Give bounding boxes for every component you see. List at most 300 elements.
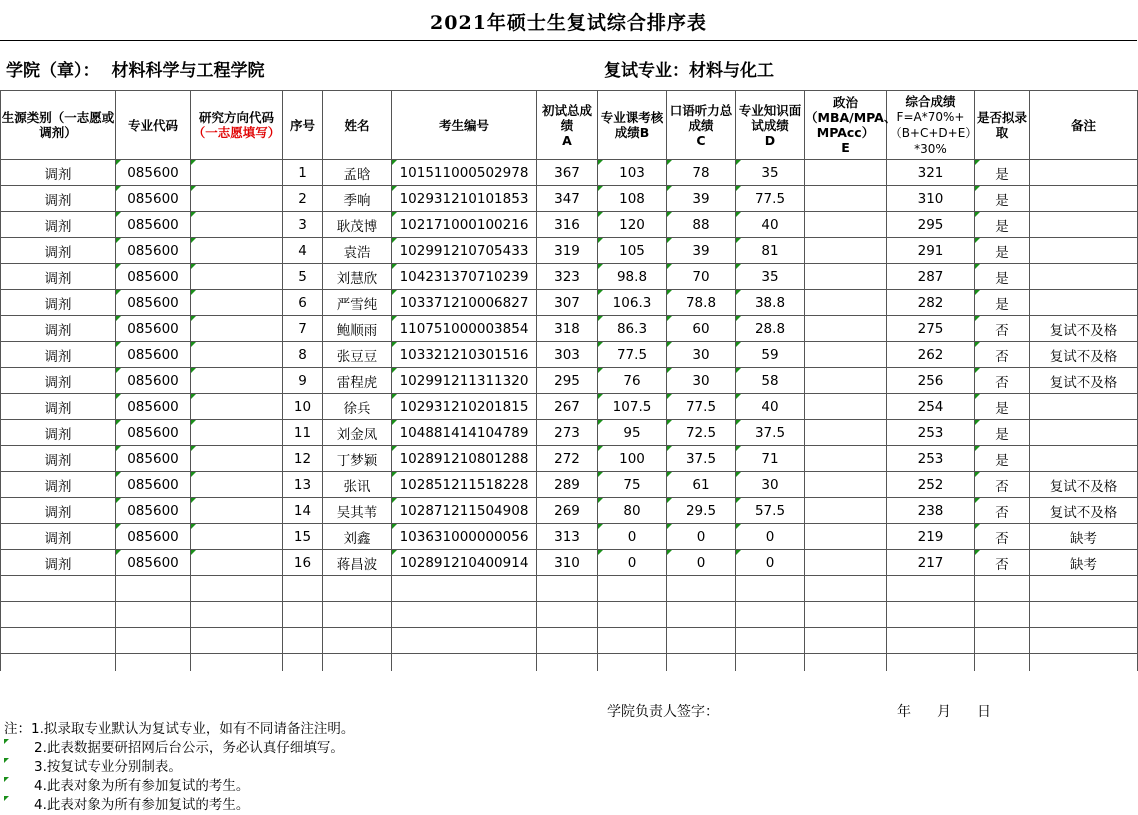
cell-prelim[interactable] [537, 238, 598, 264]
cell-admit[interactable] [975, 238, 1030, 264]
cell-remark[interactable] [1030, 524, 1138, 550]
empty-cell[interactable] [736, 576, 805, 602]
cell-total[interactable] [887, 550, 975, 576]
cell-politics[interactable] [805, 498, 887, 524]
cell-code[interactable] [116, 472, 191, 498]
table-row[interactable] [1, 290, 1138, 316]
empty-row[interactable] [1, 576, 1138, 602]
table-row[interactable] [1, 212, 1138, 238]
empty-cell[interactable] [191, 602, 283, 628]
cell-remark[interactable] [1030, 550, 1138, 576]
cell-total[interactable] [887, 498, 975, 524]
cell-politics[interactable] [805, 290, 887, 316]
empty-cell[interactable] [805, 628, 887, 654]
cell-knowledge[interactable] [736, 186, 805, 212]
cell-total[interactable] [887, 524, 975, 550]
cell-remark[interactable] [1030, 394, 1138, 420]
cell-oral[interactable] [667, 472, 736, 498]
empty-cell[interactable] [667, 602, 736, 628]
cell-politics[interactable] [805, 238, 887, 264]
cell-direction[interactable] [191, 368, 283, 394]
cell-direction[interactable] [191, 394, 283, 420]
empty-cell[interactable] [283, 576, 323, 602]
cell-code[interactable] [116, 316, 191, 342]
empty-cell[interactable] [975, 654, 1030, 672]
cell-remark[interactable] [1030, 160, 1138, 186]
cell-name[interactable] [323, 498, 392, 524]
cell-code[interactable] [116, 550, 191, 576]
cell-direction[interactable] [191, 550, 283, 576]
cell-name[interactable] [323, 238, 392, 264]
cell-admit[interactable] [975, 420, 1030, 446]
empty-cell[interactable] [887, 602, 975, 628]
cell-direction[interactable] [191, 212, 283, 238]
empty-cell[interactable] [392, 576, 537, 602]
empty-cell[interactable] [537, 628, 598, 654]
cell-prelim[interactable] [537, 394, 598, 420]
cell-oral[interactable] [667, 498, 736, 524]
cell-knowledge[interactable] [736, 498, 805, 524]
cell-course[interactable] [598, 290, 667, 316]
cell-seq[interactable] [283, 212, 323, 238]
cell-total[interactable] [887, 420, 975, 446]
cell-prelim[interactable] [537, 264, 598, 290]
cell-knowledge[interactable] [736, 160, 805, 186]
cell-knowledge[interactable] [736, 472, 805, 498]
table-row[interactable] [1, 446, 1138, 472]
cell-exam-no[interactable] [392, 160, 537, 186]
cell-source[interactable] [1, 550, 116, 576]
cell-knowledge[interactable] [736, 524, 805, 550]
cell-remark[interactable] [1030, 186, 1138, 212]
cell-code[interactable] [116, 420, 191, 446]
cell-knowledge[interactable] [736, 290, 805, 316]
cell-code[interactable] [116, 212, 191, 238]
cell-admit[interactable] [975, 394, 1030, 420]
cell-code[interactable] [116, 498, 191, 524]
cell-total[interactable] [887, 394, 975, 420]
cell-name[interactable] [323, 472, 392, 498]
cell-source[interactable] [1, 160, 116, 186]
cell-direction[interactable] [191, 420, 283, 446]
cell-name[interactable] [323, 264, 392, 290]
cell-seq[interactable] [283, 472, 323, 498]
cell-prelim[interactable] [537, 342, 598, 368]
cell-prelim[interactable] [537, 316, 598, 342]
table-row[interactable] [1, 342, 1138, 368]
table-row[interactable] [1, 420, 1138, 446]
cell-direction[interactable] [191, 498, 283, 524]
cell-code[interactable] [116, 368, 191, 394]
cell-admit[interactable] [975, 290, 1030, 316]
cell-remark[interactable] [1030, 290, 1138, 316]
cell-direction[interactable] [191, 472, 283, 498]
empty-cell[interactable] [116, 654, 191, 672]
cell-code[interactable] [116, 524, 191, 550]
cell-source[interactable] [1, 342, 116, 368]
cell-remark[interactable] [1030, 420, 1138, 446]
empty-cell[interactable] [283, 628, 323, 654]
cell-remark[interactable] [1030, 238, 1138, 264]
empty-cell[interactable] [887, 576, 975, 602]
table-row[interactable] [1, 550, 1138, 576]
cell-exam-no[interactable] [392, 550, 537, 576]
empty-cell[interactable] [598, 654, 667, 672]
cell-seq[interactable] [283, 524, 323, 550]
cell-name[interactable] [323, 550, 392, 576]
empty-cell[interactable] [323, 628, 392, 654]
cell-source[interactable] [1, 264, 116, 290]
cell-direction[interactable] [191, 342, 283, 368]
cell-politics[interactable] [805, 420, 887, 446]
cell-exam-no[interactable] [392, 290, 537, 316]
empty-cell[interactable] [1, 628, 116, 654]
empty-cell[interactable] [805, 654, 887, 672]
cell-seq[interactable] [283, 342, 323, 368]
cell-admit[interactable] [975, 446, 1030, 472]
empty-cell[interactable] [537, 602, 598, 628]
cell-knowledge[interactable] [736, 368, 805, 394]
cell-total[interactable] [887, 446, 975, 472]
cell-code[interactable] [116, 394, 191, 420]
empty-row[interactable] [1, 628, 1138, 654]
cell-prelim[interactable] [537, 186, 598, 212]
empty-cell[interactable] [392, 628, 537, 654]
cell-remark[interactable] [1030, 446, 1138, 472]
cell-oral[interactable] [667, 446, 736, 472]
cell-total[interactable] [887, 342, 975, 368]
empty-cell[interactable] [667, 576, 736, 602]
empty-cell[interactable] [887, 654, 975, 672]
cell-remark[interactable] [1030, 342, 1138, 368]
cell-oral[interactable] [667, 238, 736, 264]
empty-cell[interactable] [975, 628, 1030, 654]
table-row[interactable] [1, 498, 1138, 524]
cell-code[interactable] [116, 186, 191, 212]
cell-exam-no[interactable] [392, 368, 537, 394]
cell-name[interactable] [323, 394, 392, 420]
cell-exam-no[interactable] [392, 394, 537, 420]
cell-total[interactable] [887, 290, 975, 316]
cell-course[interactable] [598, 238, 667, 264]
table-row[interactable] [1, 186, 1138, 212]
cell-prelim[interactable] [537, 160, 598, 186]
cell-code[interactable] [116, 160, 191, 186]
empty-cell[interactable] [667, 654, 736, 672]
cell-admit[interactable] [975, 342, 1030, 368]
cell-admit[interactable] [975, 316, 1030, 342]
cell-exam-no[interactable] [392, 316, 537, 342]
cell-course[interactable] [598, 186, 667, 212]
cell-remark[interactable] [1030, 212, 1138, 238]
cell-total[interactable] [887, 316, 975, 342]
cell-course[interactable] [598, 420, 667, 446]
cell-oral[interactable] [667, 160, 736, 186]
cell-source[interactable] [1, 368, 116, 394]
cell-prelim[interactable] [537, 290, 598, 316]
cell-admit[interactable] [975, 212, 1030, 238]
cell-oral[interactable] [667, 524, 736, 550]
empty-cell[interactable] [537, 654, 598, 672]
cell-direction[interactable] [191, 186, 283, 212]
cell-course[interactable] [598, 368, 667, 394]
empty-cell[interactable] [975, 602, 1030, 628]
cell-direction[interactable] [191, 446, 283, 472]
cell-seq[interactable] [283, 368, 323, 394]
empty-cell[interactable] [736, 654, 805, 672]
cell-name[interactable] [323, 316, 392, 342]
cell-exam-no[interactable] [392, 342, 537, 368]
cell-politics[interactable] [805, 316, 887, 342]
cell-politics[interactable] [805, 446, 887, 472]
cell-politics[interactable] [805, 524, 887, 550]
empty-cell[interactable] [116, 576, 191, 602]
empty-cell[interactable] [283, 654, 323, 672]
cell-code[interactable] [116, 238, 191, 264]
cell-seq[interactable] [283, 498, 323, 524]
cell-seq[interactable] [283, 550, 323, 576]
cell-remark[interactable] [1030, 472, 1138, 498]
cell-prelim[interactable] [537, 212, 598, 238]
empty-cell[interactable] [1, 654, 116, 672]
cell-course[interactable] [598, 472, 667, 498]
cell-course[interactable] [598, 446, 667, 472]
cell-politics[interactable] [805, 212, 887, 238]
cell-seq[interactable] [283, 238, 323, 264]
empty-cell[interactable] [323, 602, 392, 628]
cell-oral[interactable] [667, 316, 736, 342]
empty-cell[interactable] [736, 628, 805, 654]
cell-exam-no[interactable] [392, 446, 537, 472]
cell-knowledge[interactable] [736, 342, 805, 368]
cell-direction[interactable] [191, 238, 283, 264]
cell-course[interactable] [598, 394, 667, 420]
cell-direction[interactable] [191, 524, 283, 550]
cell-seq[interactable] [283, 394, 323, 420]
cell-admit[interactable] [975, 524, 1030, 550]
cell-source[interactable] [1, 290, 116, 316]
cell-knowledge[interactable] [736, 212, 805, 238]
cell-name[interactable] [323, 420, 392, 446]
empty-cell[interactable] [1030, 654, 1138, 672]
cell-code[interactable] [116, 446, 191, 472]
cell-name[interactable] [323, 186, 392, 212]
cell-knowledge[interactable] [736, 316, 805, 342]
cell-total[interactable] [887, 160, 975, 186]
cell-prelim[interactable] [537, 420, 598, 446]
empty-cell[interactable] [598, 628, 667, 654]
cell-total[interactable] [887, 368, 975, 394]
cell-oral[interactable] [667, 264, 736, 290]
cell-source[interactable] [1, 238, 116, 264]
cell-seq[interactable] [283, 446, 323, 472]
empty-cell[interactable] [1, 602, 116, 628]
table-row[interactable] [1, 238, 1138, 264]
cell-course[interactable] [598, 550, 667, 576]
cell-direction[interactable] [191, 160, 283, 186]
empty-cell[interactable] [537, 576, 598, 602]
empty-cell[interactable] [598, 602, 667, 628]
cell-politics[interactable] [805, 186, 887, 212]
cell-oral[interactable] [667, 342, 736, 368]
cell-oral[interactable] [667, 368, 736, 394]
table-row[interactable] [1, 316, 1138, 342]
cell-direction[interactable] [191, 264, 283, 290]
cell-total[interactable] [887, 212, 975, 238]
empty-cell[interactable] [1030, 628, 1138, 654]
cell-prelim[interactable] [537, 498, 598, 524]
empty-cell[interactable] [323, 654, 392, 672]
cell-remark[interactable] [1030, 498, 1138, 524]
cell-code[interactable] [116, 264, 191, 290]
cell-oral[interactable] [667, 212, 736, 238]
cell-politics[interactable] [805, 342, 887, 368]
empty-cell[interactable] [667, 628, 736, 654]
empty-cell[interactable] [283, 602, 323, 628]
cell-seq[interactable] [283, 316, 323, 342]
cell-name[interactable] [323, 368, 392, 394]
cell-total[interactable] [887, 238, 975, 264]
cell-course[interactable] [598, 524, 667, 550]
cell-seq[interactable] [283, 160, 323, 186]
cell-name[interactable] [323, 446, 392, 472]
cell-exam-no[interactable] [392, 498, 537, 524]
cell-seq[interactable] [283, 290, 323, 316]
cell-source[interactable] [1, 420, 116, 446]
cell-oral[interactable] [667, 290, 736, 316]
cell-course[interactable] [598, 212, 667, 238]
table-row[interactable] [1, 160, 1138, 186]
empty-cell[interactable] [323, 576, 392, 602]
cell-politics[interactable] [805, 472, 887, 498]
cell-prelim[interactable] [537, 368, 598, 394]
cell-exam-no[interactable] [392, 264, 537, 290]
cell-prelim[interactable] [537, 550, 598, 576]
cell-admit[interactable] [975, 498, 1030, 524]
empty-cell[interactable] [887, 628, 975, 654]
empty-cell[interactable] [1030, 602, 1138, 628]
cell-knowledge[interactable] [736, 394, 805, 420]
cell-source[interactable] [1, 472, 116, 498]
cell-course[interactable] [598, 316, 667, 342]
empty-cell[interactable] [191, 628, 283, 654]
cell-politics[interactable] [805, 550, 887, 576]
cell-politics[interactable] [805, 264, 887, 290]
cell-source[interactable] [1, 446, 116, 472]
cell-knowledge[interactable] [736, 420, 805, 446]
cell-prelim[interactable] [537, 472, 598, 498]
empty-cell[interactable] [392, 654, 537, 672]
table-row[interactable] [1, 394, 1138, 420]
empty-cell[interactable] [116, 602, 191, 628]
empty-cell[interactable] [1, 576, 116, 602]
cell-name[interactable] [323, 524, 392, 550]
cell-source[interactable] [1, 498, 116, 524]
cell-code[interactable] [116, 342, 191, 368]
cell-politics[interactable] [805, 368, 887, 394]
cell-code[interactable] [116, 290, 191, 316]
empty-row[interactable] [1, 602, 1138, 628]
cell-remark[interactable] [1030, 264, 1138, 290]
empty-cell[interactable] [805, 602, 887, 628]
cell-source[interactable] [1, 212, 116, 238]
cell-name[interactable] [323, 342, 392, 368]
cell-knowledge[interactable] [736, 446, 805, 472]
cell-direction[interactable] [191, 316, 283, 342]
cell-knowledge[interactable] [736, 264, 805, 290]
cell-oral[interactable] [667, 550, 736, 576]
cell-prelim[interactable] [537, 524, 598, 550]
empty-cell[interactable] [392, 602, 537, 628]
cell-oral[interactable] [667, 394, 736, 420]
empty-cell[interactable] [598, 576, 667, 602]
table-row[interactable] [1, 472, 1138, 498]
cell-total[interactable] [887, 264, 975, 290]
cell-course[interactable] [598, 498, 667, 524]
cell-exam-no[interactable] [392, 524, 537, 550]
cell-oral[interactable] [667, 420, 736, 446]
empty-row[interactable] [1, 654, 1138, 672]
empty-cell[interactable] [1030, 576, 1138, 602]
table-row[interactable] [1, 368, 1138, 394]
cell-admit[interactable] [975, 550, 1030, 576]
cell-oral[interactable] [667, 186, 736, 212]
table-row[interactable] [1, 264, 1138, 290]
cell-course[interactable] [598, 342, 667, 368]
cell-remark[interactable] [1030, 368, 1138, 394]
cell-source[interactable] [1, 524, 116, 550]
empty-cell[interactable] [116, 628, 191, 654]
cell-prelim[interactable] [537, 446, 598, 472]
cell-source[interactable] [1, 186, 116, 212]
cell-knowledge[interactable] [736, 550, 805, 576]
cell-name[interactable] [323, 212, 392, 238]
empty-cell[interactable] [975, 576, 1030, 602]
empty-cell[interactable] [191, 654, 283, 672]
cell-knowledge[interactable] [736, 238, 805, 264]
empty-cell[interactable] [736, 602, 805, 628]
cell-politics[interactable] [805, 394, 887, 420]
cell-politics[interactable] [805, 160, 887, 186]
cell-seq[interactable] [283, 264, 323, 290]
cell-total[interactable] [887, 472, 975, 498]
cell-admit[interactable] [975, 186, 1030, 212]
cell-exam-no[interactable] [392, 212, 537, 238]
cell-exam-no[interactable] [392, 472, 537, 498]
cell-source[interactable] [1, 394, 116, 420]
cell-name[interactable] [323, 290, 392, 316]
cell-admit[interactable] [975, 264, 1030, 290]
cell-seq[interactable] [283, 186, 323, 212]
empty-cell[interactable] [191, 576, 283, 602]
cell-direction[interactable] [191, 290, 283, 316]
cell-seq[interactable] [283, 420, 323, 446]
empty-cell[interactable] [805, 576, 887, 602]
cell-course[interactable] [598, 264, 667, 290]
cell-total[interactable] [887, 186, 975, 212]
cell-exam-no[interactable] [392, 420, 537, 446]
cell-exam-no[interactable] [392, 186, 537, 212]
cell-exam-no[interactable] [392, 238, 537, 264]
cell-admit[interactable] [975, 368, 1030, 394]
cell-remark[interactable] [1030, 316, 1138, 342]
cell-admit[interactable] [975, 472, 1030, 498]
cell-course[interactable] [598, 160, 667, 186]
cell-name[interactable] [323, 160, 392, 186]
cell-source[interactable] [1, 316, 116, 342]
cell-admit[interactable] [975, 160, 1030, 186]
table-row[interactable] [1, 524, 1138, 550]
